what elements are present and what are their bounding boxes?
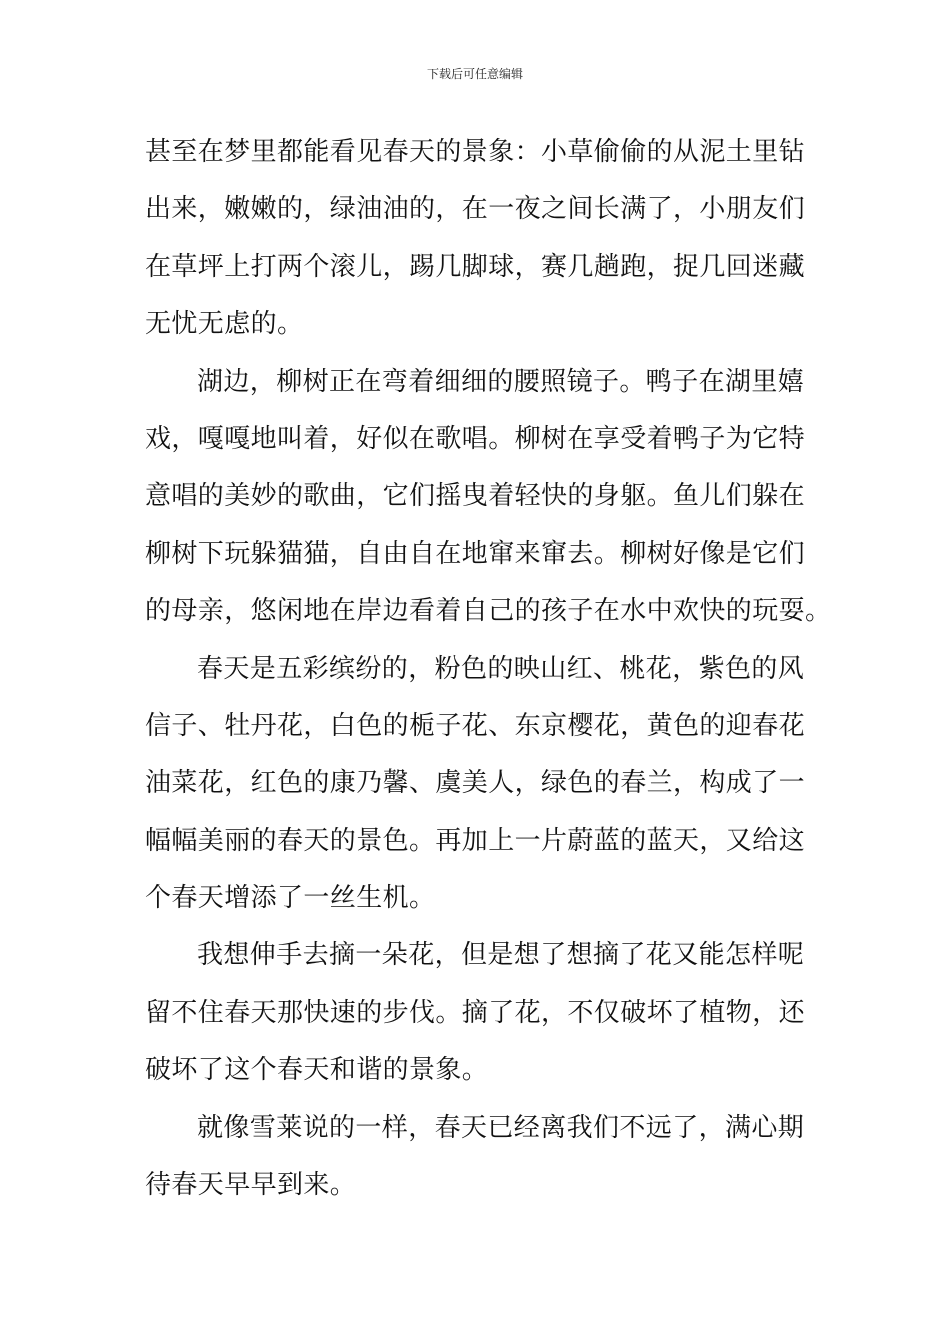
text-line: 的母亲，悠闲地在岸边看着自己的孩子在水中欢快的玩耍。: [145, 596, 832, 627]
text-line: 意唱的美妙的歌曲，它们摇曳着轻快的身躯。鱼儿们躲在: [145, 481, 806, 512]
text-line: 待春天早早到来。: [145, 1170, 357, 1201]
page-header: 下载后可任意编辑: [426, 67, 523, 81]
text-line: 在草坪上打两个滚儿，踢几脚球，赛几趟跑，捉几回迷藏: [145, 251, 806, 282]
text-line: 戏，嘎嘎地叫着，好似在歌唱。柳树在享受着鸭子为它特: [145, 423, 806, 454]
text-line: 出来，嫩嫩的，绿油油的，在一夜之间长满了，小朋友们: [145, 194, 806, 225]
text-line: 柳树下玩躲猫猫，自由自在地窜来窜去。柳树好像是它们: [145, 538, 806, 569]
text-line: 个春天增添了一丝生机。: [145, 883, 436, 914]
paragraph-start-line: 湖边，柳树正在弯着细细的腰照镜子。鸭子在湖里嬉: [197, 366, 805, 397]
text-line: 破坏了这个春天和谐的景象。: [145, 1055, 489, 1086]
paragraph-start-line: 春天是五彩缤纷的，粉色的映山红、桃花，紫色的风: [197, 653, 805, 684]
text-line: 甚至在梦里都能看见春天的景象：小草偷偷的从泥土里钻: [145, 137, 806, 167]
paragraph-start-line: 我想伸手去摘一朵花，但是想了想摘了花又能怎样呢: [197, 940, 805, 971]
paragraph-start-line: 就像雪莱说的一样，春天已经离我们不远了，满心期: [197, 1112, 805, 1143]
document-body: [145, 124, 832, 1214]
text-line: 留不住春天那快速的步伐。摘了花，不仅破坏了植物，还: [145, 997, 806, 1028]
text-line: 油菜花，红色的康乃馨、虞美人，绿色的春兰，构成了一: [145, 768, 806, 799]
text-line: 幅幅美丽的春天的景色。再加上一片蔚蓝的蓝天，又给这: [145, 825, 806, 856]
text-line: 无忧无虑的。: [145, 309, 304, 340]
text-line: 信子、牡丹花，白色的栀子花、东京樱花，黄色的迎春花: [145, 710, 806, 741]
